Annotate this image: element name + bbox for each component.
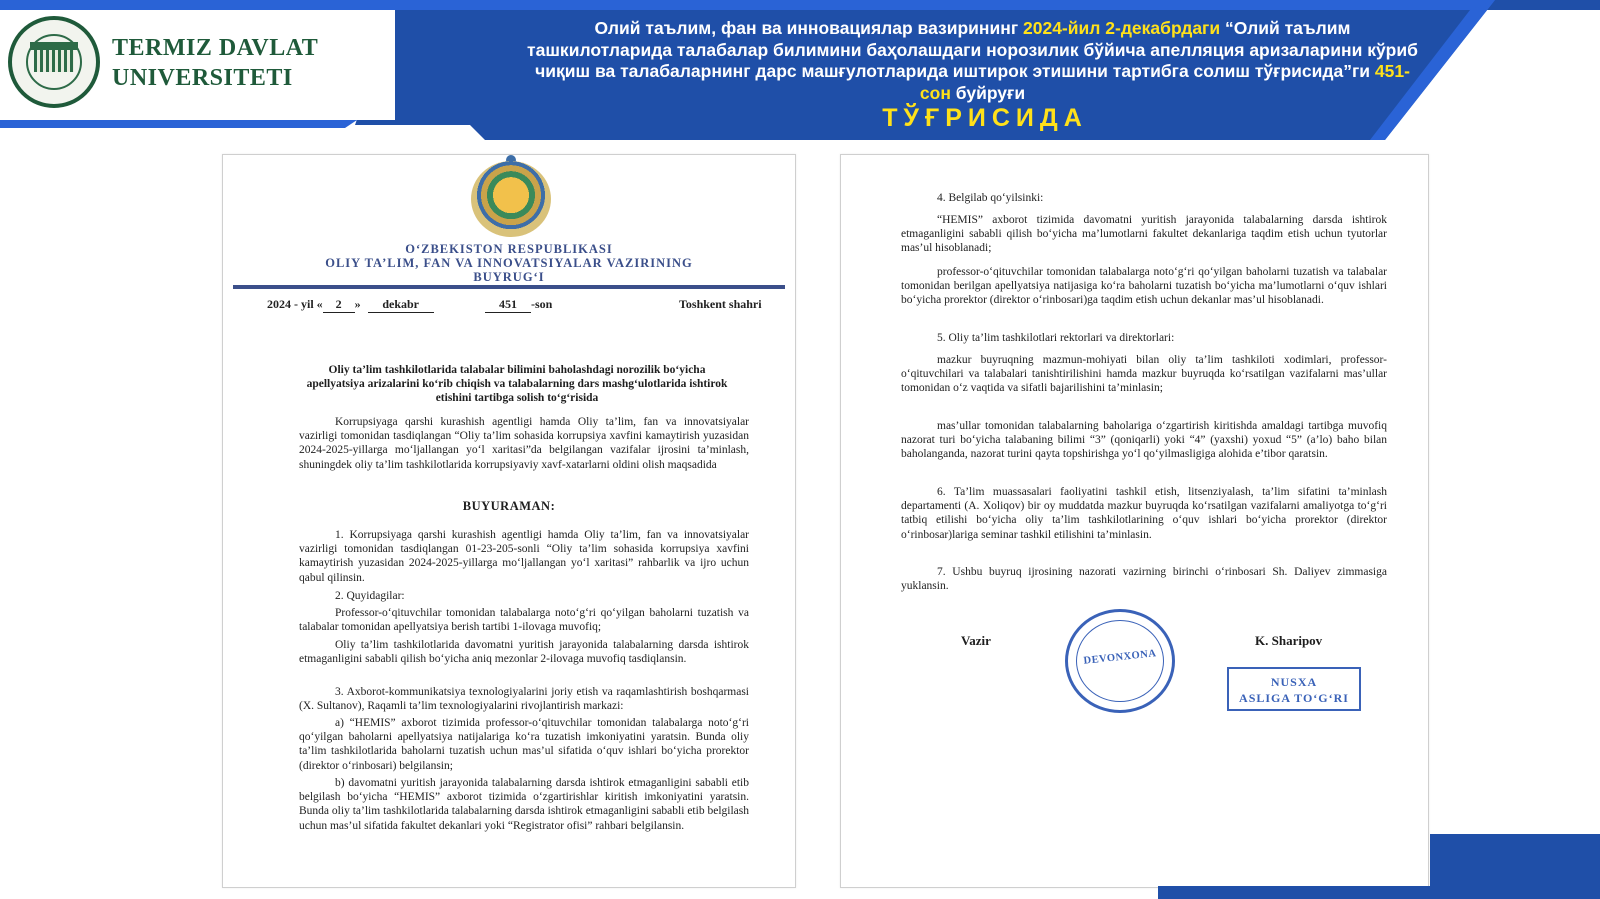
- document-page-left: [222, 154, 796, 888]
- date-year-label: 2024 - yil «: [267, 297, 323, 311]
- order-number-value: 451: [485, 297, 531, 313]
- date-day-close: »: [354, 297, 361, 311]
- certified-copy-stamp: [1227, 667, 1361, 711]
- clause-4: 4. Belgilab qo‘yilsinki:: [937, 192, 1044, 204]
- title-part2: “Олий таълим ташкилотларида талабалар билимини баҳолашдаги норозилик бўйича апелляция аризаларини кўриб чиқиш ва талабаларнинг дарс машғулотларида иштирок этишини тартибга солиш тўғрисида”ги: [527, 18, 1418, 81]
- university-logo: [8, 16, 100, 108]
- clause-7: 7. Ushbu buyruq ijrosining nazorati vazirning birinchi o‘rinbosari Sh. Daliyev zimmasiga yuklansin.: [901, 566, 1387, 593]
- university-name-line2: UNIVERSITETI: [112, 65, 293, 91]
- order-number: [485, 297, 552, 313]
- copy-stamp-line1: NUSXA: [1270, 675, 1318, 689]
- signer-name: K. Sharipov: [1255, 633, 1323, 648]
- order-heading: BUYRUG‘I: [473, 270, 545, 284]
- slide-heading: ТЎҒРИСИДА: [882, 104, 1088, 132]
- date-month: dekabr: [368, 297, 434, 313]
- date-day: 2: [323, 297, 355, 313]
- intro-paragraph: Korrupsiyaga qarshi kurashish agentligi hamda Oliy ta’lim, fan va innovatsiyalar vazirligi tomonidan tasdiqlangan “Oliy ta’lim sohasida korrupsiya xavfini kamaytirish yuzasidan 2024-2025-yillarga mo‘ljallangan yo‘l xaritasi”da belgilangan vazifalar ijrosini ta’minlash, shuningdek oliy ta’lim tashkilotlarida korrupsiyaviy xavf-xatarlarni oldini olish maqsadida: [299, 416, 749, 471]
- order-date: [267, 297, 434, 313]
- clause-3: 3. Axborot-kommunikatsiya texnologiyalarini joriy etish va raqamlashtirish boshqarmasi (X. Sultanov), Raqamli ta’lim texnologiyalarini rivojlantirish markazi:: [299, 686, 749, 713]
- copy-stamp-line2: ASLIGA TO‘G‘RI: [1239, 691, 1349, 705]
- slide-title: [520, 18, 1425, 104]
- clause-2a: Professor-o‘qituvchilar tomonidan talabalarga noto‘g‘ri qo‘yilgan baholarni tuzatish va talabalar tomonidan apellyatsiya berish tartibi 1-ilovaga muvofiq;: [299, 607, 749, 634]
- signer-title: Vazir: [961, 633, 991, 648]
- document-page-right: [840, 154, 1429, 888]
- state-emblem-icon: [471, 161, 551, 237]
- decree-heading: BUYURAMAN:: [462, 499, 556, 513]
- republic-heading: O‘ZBEKISTON RESPUBLIKASI: [405, 242, 613, 256]
- header-rule: [233, 285, 785, 289]
- footer-bar: [1158, 886, 1600, 899]
- university-name-line1: TERMIZ DAVLAT: [112, 35, 319, 61]
- clause-6: 6. Ta’lim muassasalari faoliyatini tashkil etish, litsenziyalash, ta’lim sifatini ta’minlash departamenti (A. Xoliqov) bir oy muddatda mazkur buyruqda ko‘rsatilgan vazifalarni amaliyotga to‘g‘ri tatbiq etilishi bo‘yicha oliy ta’lim tashkilotlarining o‘quv ishlari bo‘yicha prorektor (direktor o‘rinbosar)lariga seminar tashkil etilishini ta’minlasin.: [901, 486, 1387, 541]
- clause-2b: Oliy ta’lim tashkilotlarida davomatni yuritish jarayonida talabalarning darsda ishtirok etmaganligini sababli qilish bo‘yicha aniq mezonlar 2-ilovaga muvofiq tasdiqlansin.: [299, 639, 749, 666]
- document-title: Oliy ta’lim tashkilotlarida talabalar bilimini baholashdagi norozilik bo‘yicha apellyatsiya arizalarini ko‘rib chiqish va talabalarning dars mashg‘ulotlarida ishtirok etishini tartibga solish to‘g‘risida: [306, 364, 728, 404]
- order-city: Toshkent shahri: [679, 297, 762, 311]
- clause-4a: “HEMIS” axborot tizimida davomatni yuritish jarayonida talabalarning darsda ishtirok etmaganligini sababli qilish bo‘yicha ma’lumotlarni fakultet dekanlariga taqdim etish uchun tyutorlar mas’ul hisoblanadi;: [901, 214, 1387, 255]
- office-seal-stamp: [1065, 609, 1175, 713]
- clause-3a: a) “HEMIS” axborot tizimida professor-o‘qituvchilar tomonidan talabalarga noto‘g‘ri qo‘yilgan baholarni apellyatsiya natijalariga ko‘ra tuzatish imkoniyatini yaratsin. Bunda oliy ta’lim tashkilotlarida baholarni tuzatish uchun mas’ul sifatida o‘quv ishlari bo‘yicha prorektor (direktor o‘rinbosari) belgilansin;: [299, 717, 749, 772]
- clause-5b: mas’ullar tomonidan talabalarning baholariga o‘zgartirish kiritishda amaldagi tartibga muvofiq nazorat turi bo‘yicha talabaning bilimi “3” (qoniqarli) yoki “4” (yaxshi) yoxud “5” (a’lo) baho bilan baholanganda, nazorat turini qayta topshirishga yo‘l qo‘yilmasligiga alohida e’tibor qaratsin.: [901, 420, 1387, 461]
- clause-3b: b) davomatni yuritish jarayonida talabalarning darsda ishtirok etmaganligini sababli etib belgilash bo‘yicha “HEMIS” axborot tizimida o‘zgartirishlar kiritish imkoniyatini yaratsin. Bunda oliy ta’lim tashkilotlarida talabalarning darsda ishtirok etmaganligini sababli etib belgilash uchun mas’ul sifatida fakultet dekanlari yoki “Registrator ofisi” rahbari belgilansin.: [299, 777, 749, 832]
- order-number-suffix: -son: [531, 297, 553, 311]
- clause-1: 1. Korrupsiyaga qarshi kurashish agentligi hamda Oliy ta’lim, fan va innovatsiyalar vazirligi tomonidan tasdiqlangan 01-23-205-sonli “Oliy ta’lim sohasida korrupsiya xavfini kamaytirish yuzasidan 2024-2025-yillarga mo‘ljallangan yo‘l xaritasi” rahbarlik va ijro uchun qabul qilinsin.: [299, 529, 749, 584]
- clause-5a: mazkur buyruqning mazmun-mohiyati bilan oliy ta’lim tashkiloti xodimlari, professor-o‘qituvchilari va talabalari tanishtirilishini hamda mazkur buyruqda ko‘rsatilgan vazifalarni mas’ullar tomonidan o‘z vaqtida va sifatli bajarilishini ta’minlasin;: [901, 354, 1387, 395]
- seal-text: DEVONXONA: [1083, 648, 1157, 667]
- university-name: [112, 33, 318, 93]
- title-part3: буйруғи: [950, 82, 1026, 103]
- title-part1: Олий таълим, фан ва инновациялар вазирининг: [594, 18, 1023, 38]
- clause-4b: professor-o‘qituvchilar tomonidan talabalarga noto‘g‘ri qo‘yilgan baholarni tuzatish va talabalar tomonidan berilgan apellyatsiya natijasiga ko‘ra baholarni tuzatish bo‘yicha ma’lumotlarni o‘quv ishlari bo‘yicha prorektor (direktor o‘rinbosari)ga taqdim etish uchun dekanlar mas’ul hisoblanadi.: [901, 266, 1387, 307]
- clause-2: 2. Quyidagilar:: [335, 590, 405, 602]
- clause-5: 5. Oliy ta’lim tashkilotlari rektorlari va direktorlari:: [937, 332, 1175, 344]
- ministry-heading: OLIY TA’LIM, FAN VA INNOVATSIYALAR VAZIRINING: [325, 256, 693, 270]
- title-date: 2024-йил 2-декабрдаги: [1023, 18, 1221, 38]
- title-number: 451-сон: [919, 61, 1410, 103]
